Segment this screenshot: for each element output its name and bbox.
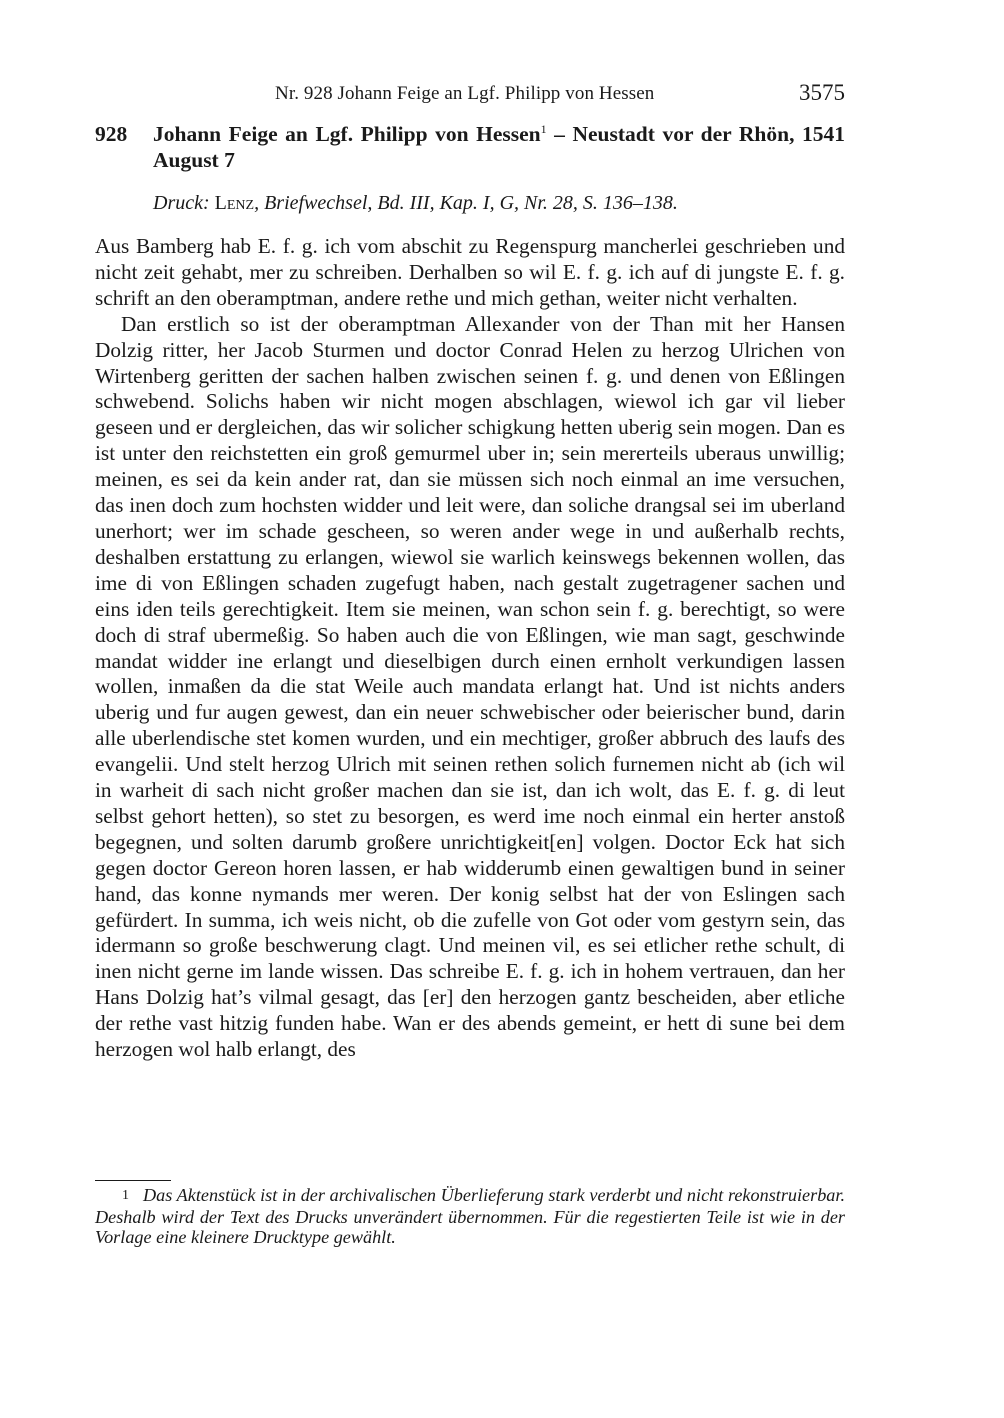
document-title-place-date: – Neustadt vor der Rhön, 1541 August 7 xyxy=(153,122,846,172)
body-paragraph-1: Aus Bamberg hab E. f. g. ich vom abschit zu Regenspurg mancherlei geschrieben und nicht zeit gehabt, mer zu schreiben. Derhalben so wil E. f. g. ich auf di jungste E. f. g. schrift an den oberamptman, andere rethe und mich gethan, weiter nicht verhalten. xyxy=(95,234,845,310)
footnote-divider xyxy=(95,1180,171,1181)
body-paragraph-2: Dan erstlich so ist der oberamptman Allexander von der Than mit her Hansen Dolzig ritter, her Jacob Sturmen und doctor Conrad Helen zu herzog Ulrichen von Wirtenberg geritten der sachen halben zwischen seinen f. g. und denen von Eßlingen schwebend. Solichs haben wir nicht mogen abschlagen, wiewol ich gar vil lieber geseen und er dergleichen, das wir solicher schigkung hetten uberig sein mogen. Dan es ist unter den reichstetten ein groß gemurmel uber in; sein mererteils uberaus unwillig; meinen, es sei da kein ander rat, dan sie müssen sich noch einmal an ime versuchen, das inen doch zum hochsten widder und leit were, dan soliche drangsal sei im uberland unerhort; wer im schade gescheen, so weren ander wege in und außerhalb rechts, deshalben erstattung zu erlangen, wiewol sie warlich keinswegs bekennen wollen, das ime di von Eßlingen schaden zugefugt haben, nach gestalt zugetragener sachen und eins iden teils gerechtigkeit. Item sie meinen, wan schon sein f. g. berechtigt, so were doch di straf ubermeßig. So haben auch die von Eßlingen, wie man sagt, geschwinde mandat widder ine erlangt und dieselbigen durch einen ernholt verkundigen lassen wollen, inmaßen da die stat Weile auch mandata erlangt hat. Und ist nichts anders uberig und fur augen gewest, dan ein neuer schwebischer oder beierischer bund, darin alle uberlendische stet komen wurden, und ein mechtiger, großer abbruch des laufs des evangelii. Und stelt herzog Ulrich mit seinen rethen solich furnemen nicht ab (ich wil in warheit di sach nicht großer machen dan sie ist, dan ich wolt, das E. f. g. di leut selbst gehort hetten), so stet zu besorgen, es werd ime noch einmal ein herter anstoß begegnen, und solten darumb großere unrichtigkeit[en] volgen. Doctor Eck hat sich gegen doctor Gereon horen lassen, er hab widderumb einen gewaltigen bund in seiner hand, das konne nymands mer weren. Der konig selbst hat der von Eslingen sach gefürdert. In summa, ich weis nicht, ob die zufelle von Got oder vom gestyrn sein, das idermann so große beschwerung clagt. Und meinen vil, es sei etlicher rethe schult, di inen nicht gerne im lande wissen. Das schreibe E. f. g. ich in hohem vertrauen, dan her Hans Dolzig hat’s vilmal gesagt, das [er] den herzogen gantz bescheiden, aber etliche der rethe vast hitzig funden habe. Wan er des abends gemeint, er hett di sune bei dem herzogen wol halb erlangt, des xyxy=(95,311,845,1062)
page-number: 3575 xyxy=(799,80,845,105)
source-label: Druck: xyxy=(153,192,210,214)
footnote-mark: 1 xyxy=(122,1188,129,1203)
running-head-title: Nr. 928 Johann Feige an Lgf. Philipp von Hessen xyxy=(275,83,655,104)
document-number: 928 xyxy=(95,122,128,146)
letter-body xyxy=(95,234,845,1063)
source-details: , Briefwechsel, Bd. III, Kap. I, G, Nr. 28, S. 136–138. xyxy=(254,192,678,214)
source-author: Lenz xyxy=(214,192,255,214)
footnote-reference[interactable]: 1 xyxy=(540,122,547,136)
footnote xyxy=(95,1185,845,1248)
running-head xyxy=(95,80,845,110)
document-title-main: Johann Feige an Lgf. Philipp von Hessen xyxy=(153,122,541,146)
document-heading xyxy=(95,121,845,173)
document-title xyxy=(153,121,845,173)
source-reference xyxy=(153,192,678,215)
footnote-text: Das Aktenstück ist in der archivalischen Überlieferung stark verderbt und nicht rekonstruierbar. Deshalb wird der Text des Drucks unverändert übernommen. Für die regestierten Teile ist wie in der Vorlage eine kleinere Drucktype gewählt. xyxy=(95,1185,845,1247)
